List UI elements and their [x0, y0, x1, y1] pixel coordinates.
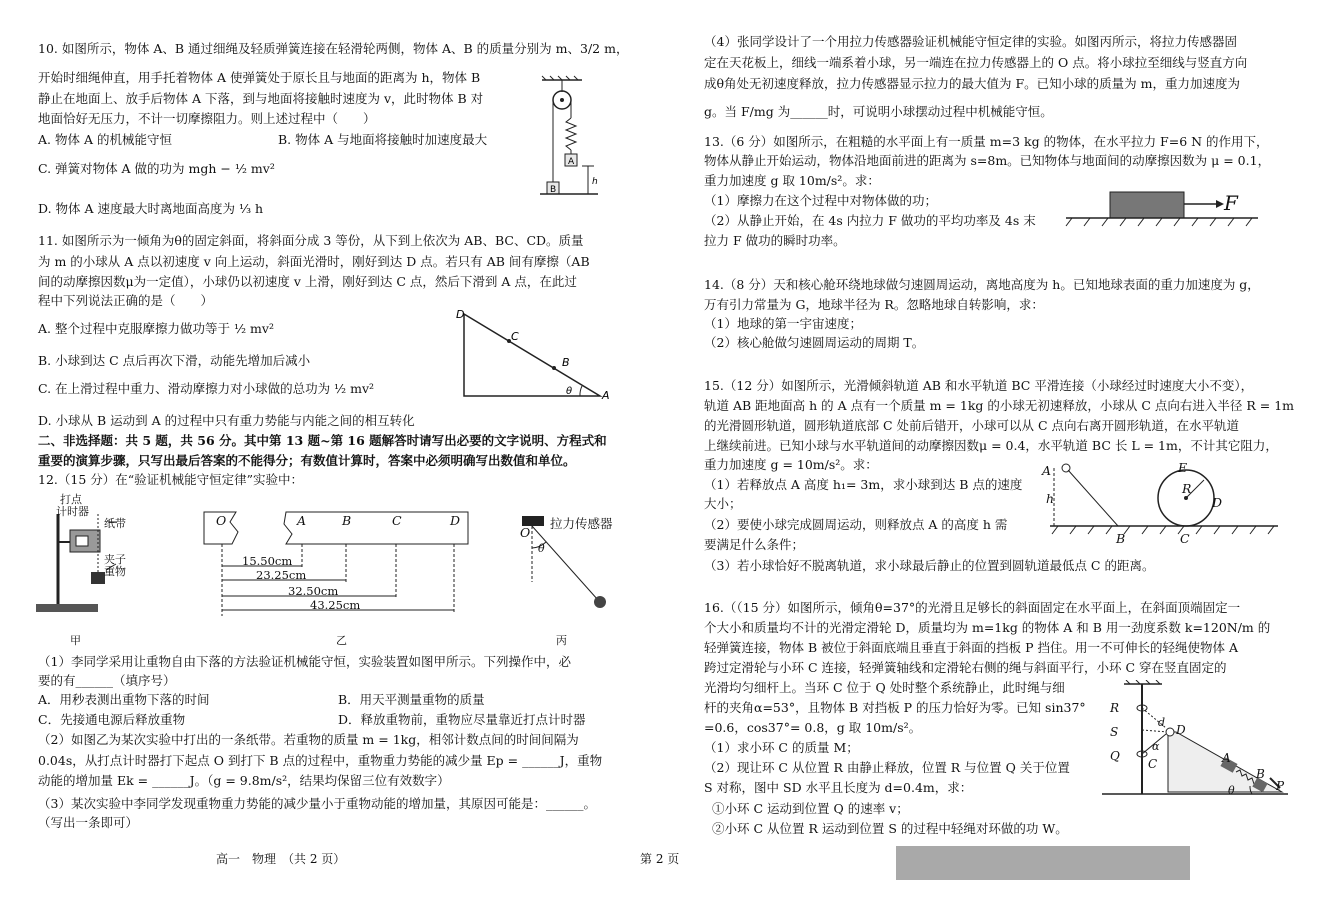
q15-line1: 15.（12 分）如图所示，光滑倾斜轨道 AB 和水平轨道 BC 平滑连接（小球经过时速度大小不变）， [704, 378, 1254, 393]
q12-yi-point-a: A [297, 513, 307, 528]
section2-line2: 重要的演算步骤，只写出最后答案的不能得分；有数值计算时，答案中必须明确写出数值和单位。 [38, 453, 576, 468]
q16-fig-p: P [1276, 779, 1285, 793]
q10-option-a: A. 物体 A 的机械能守恒 [38, 132, 172, 147]
q12-bing-o: O [520, 525, 531, 540]
q14-line1: 14.（8 分）天和核心舱环绕地球做匀速圆周运动，离地高度为 h。已知地球表面的重力加速度为 g， [704, 277, 1260, 292]
q11-line1: 11. 如图所示为一倾角为θ的固定斜面，将斜面分成 3 等份，从下到上依次为 AB、BC、CD。质量 [38, 233, 584, 248]
q16-fig-theta: θ [1228, 784, 1235, 797]
q12-part1-line1: （1）李同学采用让重物自由下落的方法验证机械能守恒，实验装置如图甲所示。下列操作中，必 [38, 654, 571, 669]
q16-fig-dd: d [1158, 716, 1166, 729]
q11-option-d: D. 小球从 B 运动到 A 的过程中只有重力势能与内能之间的相互转化 [38, 413, 415, 428]
q12-jia-label5: 重物 [104, 565, 126, 578]
q13-force-label: F [1224, 191, 1238, 215]
q12-yi-distance-2: 23.25cm [256, 568, 307, 582]
q12-yi-caption: 乙 [336, 634, 347, 647]
q11-incline-figure [454, 306, 620, 406]
q15-fig-r: R [1182, 481, 1192, 496]
q12-jia-label4: 夹子 [104, 553, 126, 566]
q12-yi-point-c: C [392, 513, 402, 528]
q16-fig-s: S [1110, 725, 1119, 739]
q16-line2: 个大小和质量均不计的光滑定滑轮 D，质量均为 m=1kg 的物体 A 和 B 用一劲度系数 k=120N/m 的 [704, 620, 1271, 635]
q12-bing-caption: 丙 [556, 634, 567, 647]
svg-text:C: C [511, 330, 519, 343]
q10-line1: 10. 如图所示，物体 A、B 通过细绳及轻质弹簧连接在轻滑轮两侧，物体 A、B 的质量分别为 m、3/2 m， [38, 41, 629, 56]
svg-text:D: D [456, 308, 465, 321]
q12-jia-label3: 纸带 [104, 517, 126, 530]
q12-option-c: C．先接通电源后释放重物 [38, 712, 186, 727]
q15-sub2-line1: （2）要使小球完成圆周运动，则释放点 A 的高度 h 需 [704, 517, 1008, 532]
q12-part3-line2: （写出一条即可） [38, 815, 139, 830]
q11-line2: 为 m 的小球从 A 点以初速度 v 向上运动，斜面光滑时，刚好到达 D 点。若只有 AB 间有摩擦（AB [38, 254, 590, 269]
q15-sub1-line1: （1）若释放点 A 高度 h₁= 3m，求小球到达 B 点的速度 [704, 477, 1023, 492]
q12-part4-line2: 定在天花板上，细线一端系着小球，另一端连在拉力传感器上的 O 点。将小球拉至细线与竖直方向 [704, 55, 1248, 70]
q16-fig-a: A [1222, 751, 1231, 765]
q16-fig-d: D [1176, 723, 1186, 737]
svg-text:B: B [562, 356, 570, 369]
q16-line1: 16.（（15 分）如图所示，倾角θ=37°的光滑且足够长的斜面固定在水平面上，在斜面顶端固定一 [704, 600, 1241, 615]
q12-option-d: D．释放重物前，重物应尽量靠近打点计时器 [338, 712, 586, 727]
q15-line2: 轨道 AB 距地面高 h 的 A 点有一个质量 m = 1kg 的小球无初速释放，小球从 C 点向右进入半径 R = 1m [704, 398, 1295, 413]
q12-yi-distance-1: 15.50cm [242, 554, 293, 568]
svg-text:B: B [550, 185, 557, 195]
q15-fig-b: B [1116, 531, 1126, 546]
q11-line4: 程中下列说法正确的是（ ） [38, 293, 214, 308]
q12-part3-line1: （3）某次实验中李同学发现重物重力势能的减少量小于重物动能的增加量，其原因可能是：______。 [38, 796, 596, 811]
q12-yi-point-o: O [216, 513, 227, 528]
right-page-footer: 第 2 页 [640, 852, 680, 866]
q16-fig-alpha: α [1152, 740, 1160, 753]
q16-sub1: （1）求小环 C 的质量 M； [704, 740, 859, 755]
q12-part1-line2: 要的有______（填序号） [38, 673, 176, 688]
q12-part4-line3: 成θ角处无初速度释放，拉力传感器显示拉力的最大值为 F。已知小球的质量为 m，重力加速度为 [704, 76, 1241, 91]
q12-jia-label1: 打点 [60, 493, 82, 506]
q12-part2-line2: 0.04s，从打点计时器打下起点 O 到打下 B 点的过程中，重物重力势能的减少量 Ep = ______J，重物 [38, 753, 603, 768]
q13-sub1: （1）摩擦力在这个过程中对物体做的功； [704, 193, 937, 208]
q10-option-d: D. 物体 A 速度最大时离地面高度为 ⅓ h [38, 201, 264, 216]
q12-part4-line1: （4）张同学设计了一个用拉力传感器验证机械能守恒定律的实验。如图丙所示，将拉力传感器固 [704, 34, 1237, 49]
svg-text:h: h [592, 177, 598, 187]
left-page-footer: 高一 物理 （共 2 页） [216, 852, 346, 866]
q10-option-b: B. 物体 A 与地面将接触时加速度最大 [278, 132, 488, 147]
q16-sub2-part1: ①小环 C 运动到位置 Q 的速率 v； [712, 801, 909, 816]
svg-text:A: A [568, 157, 575, 167]
q10-pulley-figure [538, 74, 608, 200]
q13-line1: 13.（6 分）如图所示，在粗糙的水平面上有一质量 m=3 kg 的物体，在水平拉力 F=6 N 的作用下， [704, 134, 1269, 149]
q15-sub2-line2: 要满足什么条件； [704, 537, 805, 552]
q11-option-a: A. 整个过程中克服摩擦力做功等于 ½ mv² [38, 321, 274, 336]
q16-fig-b: B [1256, 767, 1265, 781]
q16-line6: 杆的夹角α=53°，且物体 B 对挡板 P 的压力恰好为零。已知 sin37° [704, 700, 1086, 715]
q15-fig-a: A [1042, 463, 1052, 478]
svg-text:A: A [602, 389, 610, 402]
q15-line3: 的光滑圆形轨道，圆形轨道底部 C 处前后错开，小球可以从 C 点向右离开圆形轨道，在水平轨道 [704, 418, 1240, 433]
q16-fig-r: R [1110, 701, 1120, 715]
q16-fig-q: Q [1110, 749, 1120, 763]
q12-part2-line3: 动能的增加量 Ek = ______J。（g = 9.8m/s²，结果均保留三位有效数字） [38, 773, 450, 788]
q13-line3: 重力加速度 g 取 10m/s²。求： [704, 173, 880, 188]
q13-sub3: 拉力 F 做功的瞬时功率。 [704, 233, 846, 248]
q13-sub2: （2）从静止开始，在 4s 内拉力 F 做功的平均功率及 4s 末 [704, 213, 1036, 228]
q15-fig-h: h [1046, 491, 1055, 506]
q14-sub2: （2）核心舱做匀速圆周运动的周期 T。 [704, 335, 925, 350]
svg-text:θ: θ [566, 386, 573, 397]
q14-sub1: （1）地球的第一宇宙速度； [704, 316, 862, 331]
q12-yi-distance-4: 43.25cm [310, 598, 361, 612]
redaction-bar [896, 846, 1190, 880]
q12-jia-label2: 计时器 [56, 505, 89, 518]
q12-heading: 12.（15 分）在“验证机械能守恒定律”实验中： [38, 472, 304, 487]
q12-bing-sensor-label: 拉力传感器 [550, 516, 613, 531]
q12-part2-line1: （2）如图乙为某次实验中打出的一条纸带。若重物的质量 m = 1kg，相邻计数点间的时间间隔为 [38, 732, 579, 747]
q16-line3: 轻弹簧连接，物体 B 被位于斜面底端且垂直于斜面的挡板 P 挡住。用一不可伸长的轻绳使物体 A [704, 640, 1238, 655]
q16-fig-c: C [1148, 757, 1158, 771]
q15-sub1-line2: 大小； [704, 496, 742, 511]
q15-sub3: （3）若小球恰好不脱离轨道，求小球最后静止的位置到圆轨道最低点 C 的距离。 [704, 558, 1155, 573]
section2-line1: 二、非选择题：共 5 题，共 56 分。其中第 13 题~第 16 题解答时请写出必要的文字说明、方程式和 [38, 433, 607, 448]
q16-sub2-part2: ②小环 C 从位置 R 运动到位置 S 的过程中轻绳对环做的功 W。 [712, 821, 1068, 836]
q12-yi-distance-3: 32.50cm [288, 584, 339, 598]
q12-bing-theta: θ [538, 542, 545, 555]
q15-fig-d: D [1212, 495, 1223, 510]
q15-track-figure [1046, 460, 1284, 546]
q12-part4-line4: g。当 F/mg 为______时，可说明小球摆动过程中机械能守恒。 [704, 104, 1053, 119]
q11-option-b: B. 小球到达 C 点后再次下滑，动能先增加后减小 [38, 353, 311, 368]
q16-line5: 光滑均匀细杆上。当环 C 位于 Q 处时整个系统静止，此时绳与细 [704, 680, 1065, 695]
q15-line4: 上继续前进。已知小球与水平轨道间的动摩擦因数μ = 0.4，水平轨道 BC 长 L = 1m，不计其它阻力， [704, 438, 1278, 453]
q12-option-a: A．用秒表测出重物下落的时间 [38, 692, 210, 707]
q10-line3: 静止在地面上、放手后物体 A 下落，到与地面将接触时速度为 v，此时物体 B 对 [38, 91, 484, 106]
q15-fig-e: E [1178, 460, 1188, 475]
q11-option-c: C. 在上滑过程中重力、滑动摩擦力对小球做的总功为 ½ mv² [38, 381, 375, 396]
q16-line4: 跨过定滑轮与小环 C 连接，轻弹簧轴线和定滑轮右侧的绳与斜面平行，小环 C 穿在竖直固定的 [704, 660, 1227, 675]
q10-line4: 地面恰好无压力，不计一切摩擦阻力。则上述过程中（ ） [38, 111, 376, 126]
q10-option-c: C. 弹簧对物体 A 做的功为 mgh − ½ mv² [38, 161, 275, 176]
q16-sub2-line1: （2）现让环 C 从位置 R 由静止释放，位置 R 与位置 Q 关于位置 [704, 760, 1070, 775]
q13-line2: 物体从静止开始运动，物体沿地面前进的距离为 s=8m。已知物体与地面间的动摩擦因数为 μ = 0.1， [704, 153, 1271, 168]
q14-line2: 万有引力常量为 G，地球半径为 R。忽略地球自转影响，求： [704, 297, 1044, 312]
q12-option-b: B．用天平测量重物的质量 [338, 692, 485, 707]
q11-line3: 间的动摩擦因数μ为一定值），小球仍以初速度 v 上滑，刚好到达 C 点，然后下滑到 A 点，在此过 [38, 274, 577, 289]
q16-sub2-line2: S 对称，图中 SD 水平且长度为 d=0.4m，求： [704, 780, 973, 795]
q12-yi-point-b: B [342, 513, 352, 528]
q16-line7: =0.6，cos37°= 0.8，g 取 10m/s²。 [704, 720, 922, 735]
q10-line2: 开始时细绳伸直，用手托着物体 A 使弹簧处于原长且与地面的距离为 h，物体 B [38, 70, 481, 85]
q15-fig-c: C [1180, 531, 1190, 546]
q12-yi-point-d: D [450, 513, 461, 528]
q15-line5: 重力加速度 g = 10m/s²。求： [704, 457, 878, 472]
q12-jia-caption: 甲 [70, 634, 81, 647]
